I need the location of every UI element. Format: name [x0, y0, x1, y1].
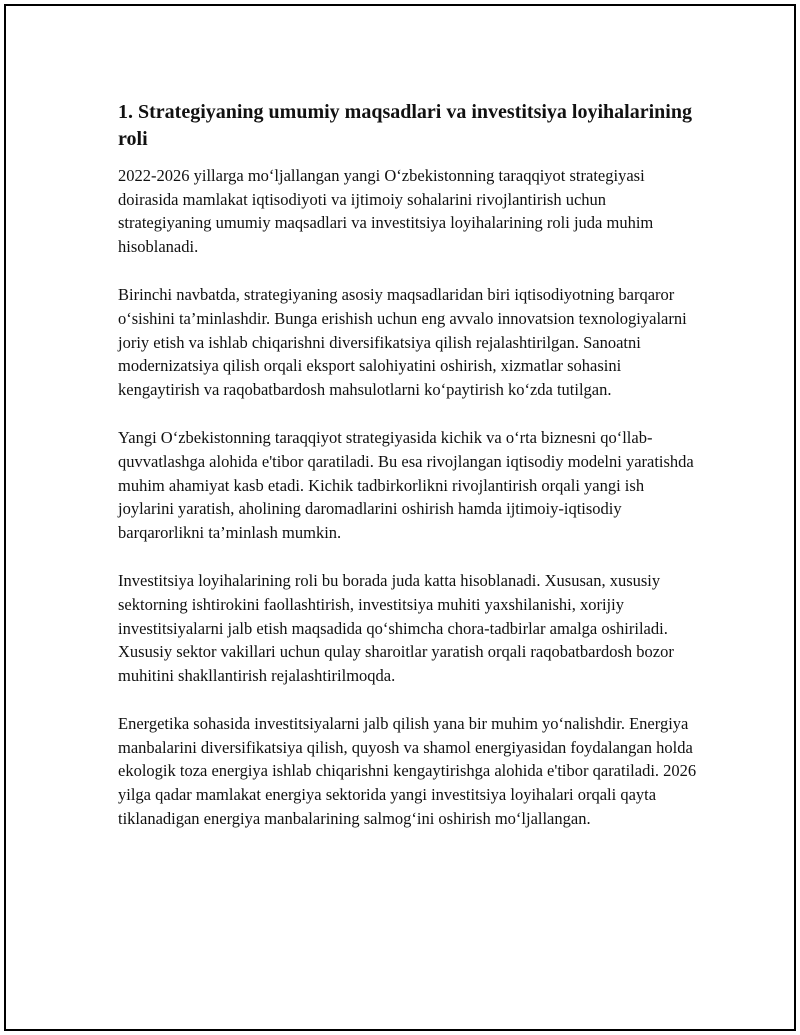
page-frame	[4, 4, 796, 1031]
paragraph-intro: 2022-2026 yillarga mo‘ljallangan yangi O‘zbekistonning taraqqiyot strategiyasi doirasida mamlakat iqtisodiyoti va ijtimoiy sohalarini rivojlantirish uchun strategiyaning umumiy maqsadlari va investitsiya loyihalarining roli juda muhim hisoblanadi.	[118, 166, 654, 256]
document-body	[118, 99, 698, 855]
paragraph-small-business: Yangi O‘zbekistonning taraqqiyot strategiyasida kichik va o‘rta biznesni qo‘llab-quvvatlashga alohida e'tibor qaratiladi. Bu esa rivojlangan iqtisodiy modelni yaratishda muhim ahamiyat kasb etadi. Kichik tadbirkorlikni rivojlantirish orqali yangi ish joylarini yaratish, aholining daromadlarini oshirish hamda ijtimoiy-iqtisodiy barqarorlikni ta’minlash mumkin.	[118, 428, 694, 542]
section-heading: 1. Strategiyaning umumiy maqsadlari va investitsiya loyihalarining roli	[118, 101, 692, 150]
paragraph-growth: Birinchi navbatda, strategiyaning asosiy maqsadlaridan biri iqtisodiyotning barqaror o‘sishini ta’minlashdir. Bunga erishish uchun eng avvalo innovatsion texnologiyalarni joriy etish va ishlab chiqarishni diversifikatsiya qilish rejalashtirilgan. Sanoatni modernizatsiya qilish orqali eksport salohiyatini oshirish, xizmatlar sohasini kengaytirish va raqobatbardosh mahsulotlarni ko‘paytirish ko‘zda tutilgan.	[118, 285, 687, 399]
paragraph-investment: Investitsiya loyihalarining roli bu borada juda katta hisoblanadi. Xususan, xususiy sektorning ishtirokini faollashtirish, investitsiya muhiti yaxshilanishi, xorijiy investitsiyalarni jalb etish maqsadida qo‘shimcha chora-tadbirlar amalga oshiriladi. Xususiy sektor vakillari uchun qulay sharoitlar yaratish orqali raqobatbardosh bozor muhitini shakllantirish rejalashtirilmoqda.	[118, 571, 674, 685]
paragraph-energy: Energetika sohasida investitsiyalarni jalb qilish yana bir muhim yo‘nalishdir. Energiya manbalarini diversifikatsiya qilish, quyosh va shamol energiyasidan foydalangan holda ekologik toza energiya ishlab chiqarishni kengaytirishga alohida e'tibor qaratiladi. 2026 yilga qadar mamlakat energiya sektorida yangi investitsiya loyihalari orqali qayta tiklanadigan energiya manbalarining salmog‘ini oshirish mo‘ljallangan.	[118, 714, 697, 828]
